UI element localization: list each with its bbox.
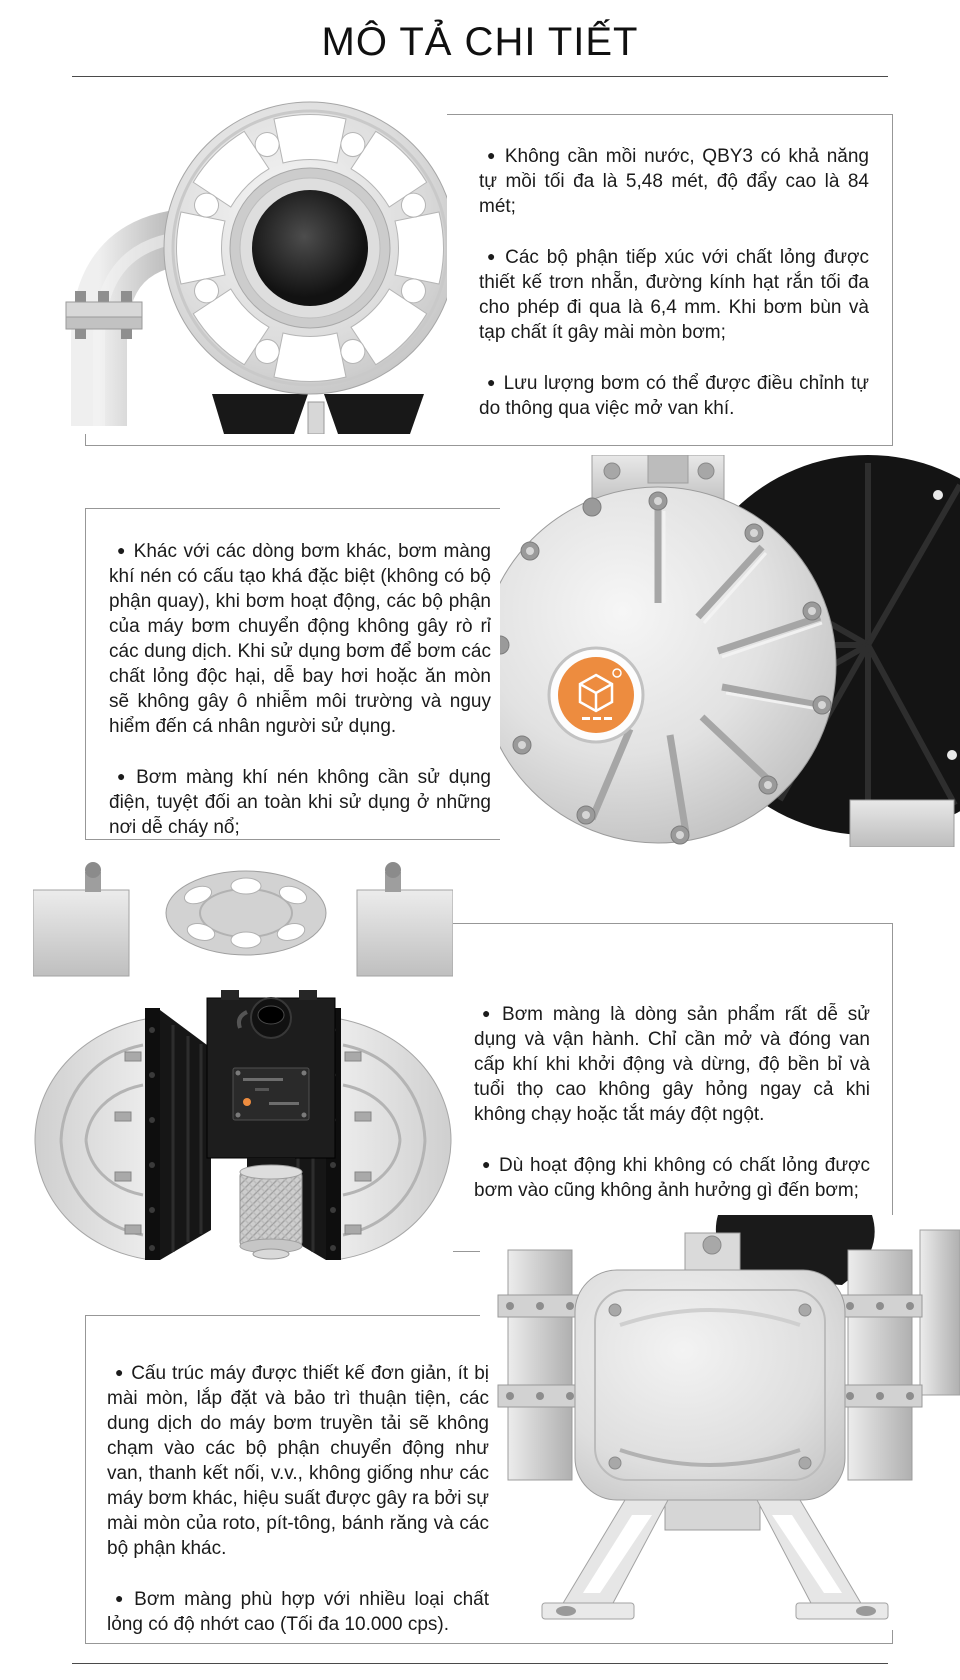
bullet-icon: ● bbox=[482, 1156, 492, 1172]
feature-text-1 bbox=[479, 143, 869, 421]
feature-text-2 bbox=[109, 538, 491, 840]
feature-bullet: ● Các bộ phận tiếp xúc với chất lỏng được thiết kế trơn nhẵn, đường kính hạt rắn tối đa cho phép đi qua là 6,4 mm. Khi bơm bùn và tạp chất ít gây mài mòn bơm; bbox=[479, 247, 869, 343]
pump-assembly-top-view-image bbox=[33, 840, 453, 1260]
feature-bullet: ● Lưu lượng bơm có thể được điều chỉnh tự do thông qua việc mở van khí. bbox=[479, 373, 869, 419]
bullet-icon: ● bbox=[117, 542, 127, 558]
title-divider bbox=[72, 76, 888, 77]
bullet-icon: ● bbox=[487, 147, 498, 163]
pump-on-stand-image bbox=[480, 1215, 960, 1630]
pump-housing-orange-logo-image bbox=[500, 455, 960, 847]
page-title: MÔ TẢ CHI TIẾT bbox=[321, 20, 639, 64]
pump-elbow-flange-image bbox=[62, 88, 447, 434]
pump-nameplate bbox=[233, 1068, 309, 1120]
feature-bullet: ● Bơm màng khí nén không cần sử dụng điện, tuyệt đối an toàn khi sử dụng ở những nơi dễ cháy nổ; bbox=[109, 767, 491, 838]
feature-bullet: ● Dù hoạt động khi không có chất lỏng được bơm vào cũng không ảnh hưởng gì đến bơm; bbox=[474, 1155, 870, 1201]
feature-text-3 bbox=[474, 1001, 870, 1203]
feature-bullet: ● Cấu trúc máy được thiết kế đơn giản, ít bị mài mòn, lắp đặt và bảo trì thuận tiện, các dung dịch do máy bơm truyền tải sẽ không chạm vào các bộ phận chuyển động như van, thanh kết nối, v.v., không giống như các máy bơm khác, hiệu suất được gây ra bởi sự mài mòn của roto, pít-tông, bánh răng và các bộ phận khác. bbox=[107, 1363, 489, 1559]
feature-text-4 bbox=[107, 1360, 489, 1637]
bullet-icon: ● bbox=[117, 768, 130, 784]
bullet-icon: ● bbox=[487, 248, 499, 264]
feature-bullet: ● Khác với các dòng bơm khác, bơm màng khí nén có cấu tạo khá đặc biệt (không có bộ phận quay), khi bơm hoạt động, các bộ phận của máy bơm chuyển động không gây rò rỉ các dung dịch. Khi sử dụng bơm để bơm các chất lỏng độc hại, dễ bay hơi hoặc ăn mòn sẽ không gây ô nhiễm môi trường và nguy hiểm đến cá nhân người sử dụng. bbox=[109, 541, 492, 737]
bullet-icon: ● bbox=[487, 374, 497, 390]
bullet-icon: ● bbox=[115, 1364, 125, 1380]
brand-badge bbox=[549, 648, 643, 742]
feature-bullet: ● Bơm màng phù hợp với nhiều loại chất lỏng có độ nhớt cao (Tối đa 10.000 cps). bbox=[107, 1589, 489, 1635]
bullet-icon: ● bbox=[482, 1005, 496, 1021]
feature-bullet: ● Không cần mồi nước, QBY3 có khả năng tự mồi tối đa là 5,48 mét, độ đẩy cao là 84 mét; bbox=[479, 146, 869, 217]
bottom-divider bbox=[72, 1663, 888, 1664]
feature-bullet: ● Bơm màng là dòng sản phẩm rất dễ sử dụng và vận hành. Chỉ cần mở và đóng van cấp khí khi khởi động và dừng, độ bền bỉ và tuổi thọ cao không gây hỏng ngay cả khi không chạy hoặc tắt máy đột ngột. bbox=[474, 1004, 870, 1125]
bullet-icon: ● bbox=[115, 1590, 128, 1606]
